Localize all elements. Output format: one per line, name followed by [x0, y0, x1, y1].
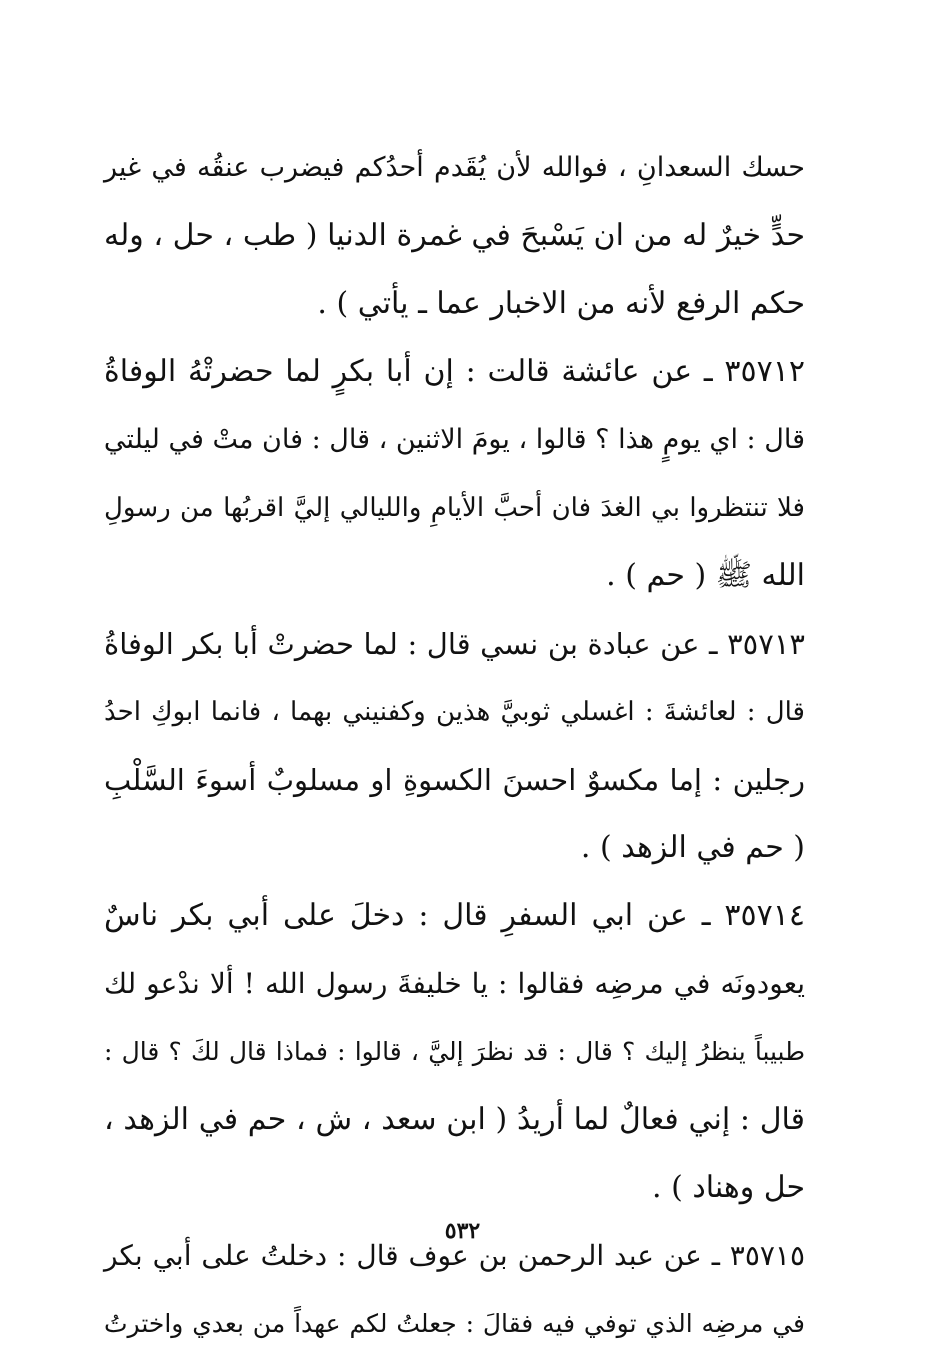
hadith-35713-heading-line: ٣٥٧١٣ ـ عن عبادة بن نسي قال : لما حضرتْ أبا بكر الوفاةُ	[104, 627, 805, 661]
text-line: رجلين : إما مكسوٌ احسنَ الكسوةِ او مسلوبٌ أسوءَ السَّلْبِ	[104, 763, 805, 797]
text-line: فلا تنتظروا بي الغدَ فان أحبَّ الأيامِ والليالي إليَّ اقربُها من رسولِ	[104, 493, 805, 523]
hadith-35715-heading-line: ٣٥٧١٥ ـ عن عبد الرحمن بن عوف قال : دخلتُ على أبي بكر	[104, 1239, 805, 1272]
text-line: في مرضِه الذي توفي فيه فقالَ : جعلتُ لكم عهداً من بعدي واخترتُ	[104, 1309, 805, 1338]
text-line: يعودونَه في مرضِه فقالوا : يا خليفةَ رسول الله ! ألا ندْعو لك	[104, 967, 805, 1000]
text-line: الله ﷺ ( حم ) .	[606, 558, 805, 593]
text-line: طبيباً ينظرُ إليك ؟ قال : قد نظرَ إليَّ ، قالوا : فماذا قال لكَ ؟ قال :	[104, 1037, 805, 1066]
text-line: قال : إني فعالٌ لما أريدُ ( ابن سعد ، ش ، حم في الزهد ،	[104, 1102, 805, 1137]
text-line: حكم الرفع لأنه من الاخبار عما ـ يأتي ) .	[317, 286, 805, 321]
text-line: حسك السعدانِ ، فوالله لأن يُقَدم أحدُكم فيضرب عنقُه في غير	[104, 152, 805, 183]
text-line: قال : اي يومٍ هذا ؟ قالوا ، يومَ الاثنين ، قال : فان متْ في ليلتي	[103, 424, 805, 455]
hadith-35712-heading-line: ٣٥٧١٢ ـ عن عائشة قالت : إن أبا بكرٍ لما حضرتْهُ الوفاةُ	[104, 354, 805, 389]
text-line: قال : لعائشةَ : اغسلي ثوبيَّ هذين وكفنيني بهما ، فانما ابوكِ احدُ	[104, 697, 805, 727]
text-line: حدٍّ خيرٌ له من ان يَسْبحَ في غمرة الدنيا ( طب ، حل ، وله	[104, 218, 805, 253]
hadith-35714-heading-line: ٣٥٧١٤ ـ عن ابي السفرِ قال : دخلَ على أبي بكر ناسٌ	[104, 898, 805, 933]
page-number: ٥٣٢	[444, 1218, 481, 1244]
text-line: حل وهناد ) .	[652, 1170, 805, 1205]
text-line: ( حم في الزهد ) .	[580, 830, 805, 865]
